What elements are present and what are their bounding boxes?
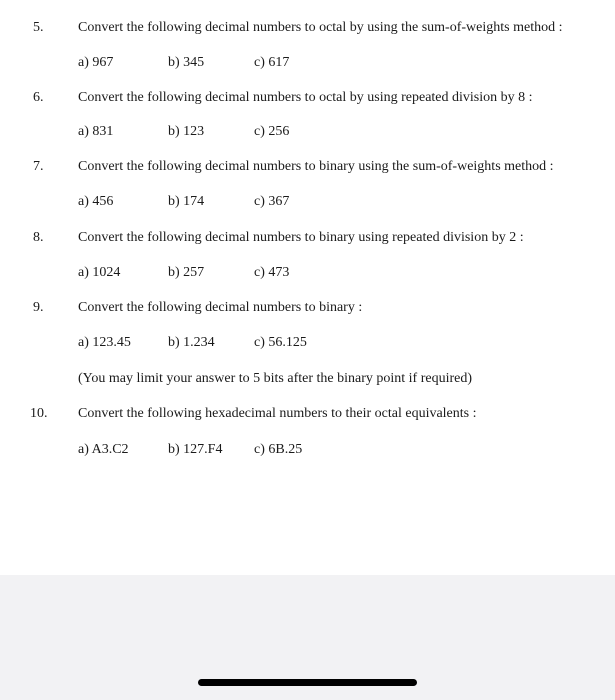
option-c: c) 56.125 — [254, 335, 307, 350]
question-number: 5. — [33, 20, 44, 35]
question-number: 8. — [33, 230, 44, 245]
option-b: b) 174 — [168, 194, 205, 209]
option-a: a) A3.C2 — [78, 442, 129, 457]
question-text: Convert the following decimal numbers to octal by using the sum-of-weights method : — [78, 20, 563, 35]
option-c: c) 367 — [254, 194, 290, 209]
question-text: Convert the following decimal numbers to octal by using repeated division by 8 : — [78, 90, 533, 105]
question-number: 10. — [30, 406, 48, 421]
option-b: b) 1.234 — [168, 335, 215, 350]
option-a: a) 831 — [78, 124, 114, 139]
question-text: Convert the following hexadecimal numbers to their octal equivalents : — [78, 406, 477, 421]
question-note: (You may limit your answer to 5 bits after the binary point if required) — [78, 371, 472, 386]
option-a: a) 123.45 — [78, 335, 131, 350]
option-a: a) 1024 — [78, 265, 121, 280]
home-indicator[interactable] — [198, 679, 417, 686]
option-c: c) 617 — [254, 55, 290, 70]
question-text: Convert the following decimal numbers to binary : — [78, 300, 363, 315]
option-b: b) 123 — [168, 124, 205, 139]
question-number: 7. — [33, 159, 44, 174]
question-text: Convert the following decimal numbers to binary using the sum-of-weights method : — [78, 159, 554, 174]
question-number: 9. — [33, 300, 44, 315]
option-a: a) 967 — [78, 55, 114, 70]
question-number: 6. — [33, 90, 44, 105]
option-c: c) 256 — [254, 124, 290, 139]
question-text: Convert the following decimal numbers to binary using repeated division by 2 : — [78, 230, 524, 245]
option-b: b) 345 — [168, 55, 205, 70]
option-b: b) 257 — [168, 265, 205, 280]
option-b: b) 127.F4 — [168, 442, 223, 457]
option-a: a) 456 — [78, 194, 114, 209]
option-c: c) 473 — [254, 265, 290, 280]
option-c: c) 6B.25 — [254, 442, 303, 457]
